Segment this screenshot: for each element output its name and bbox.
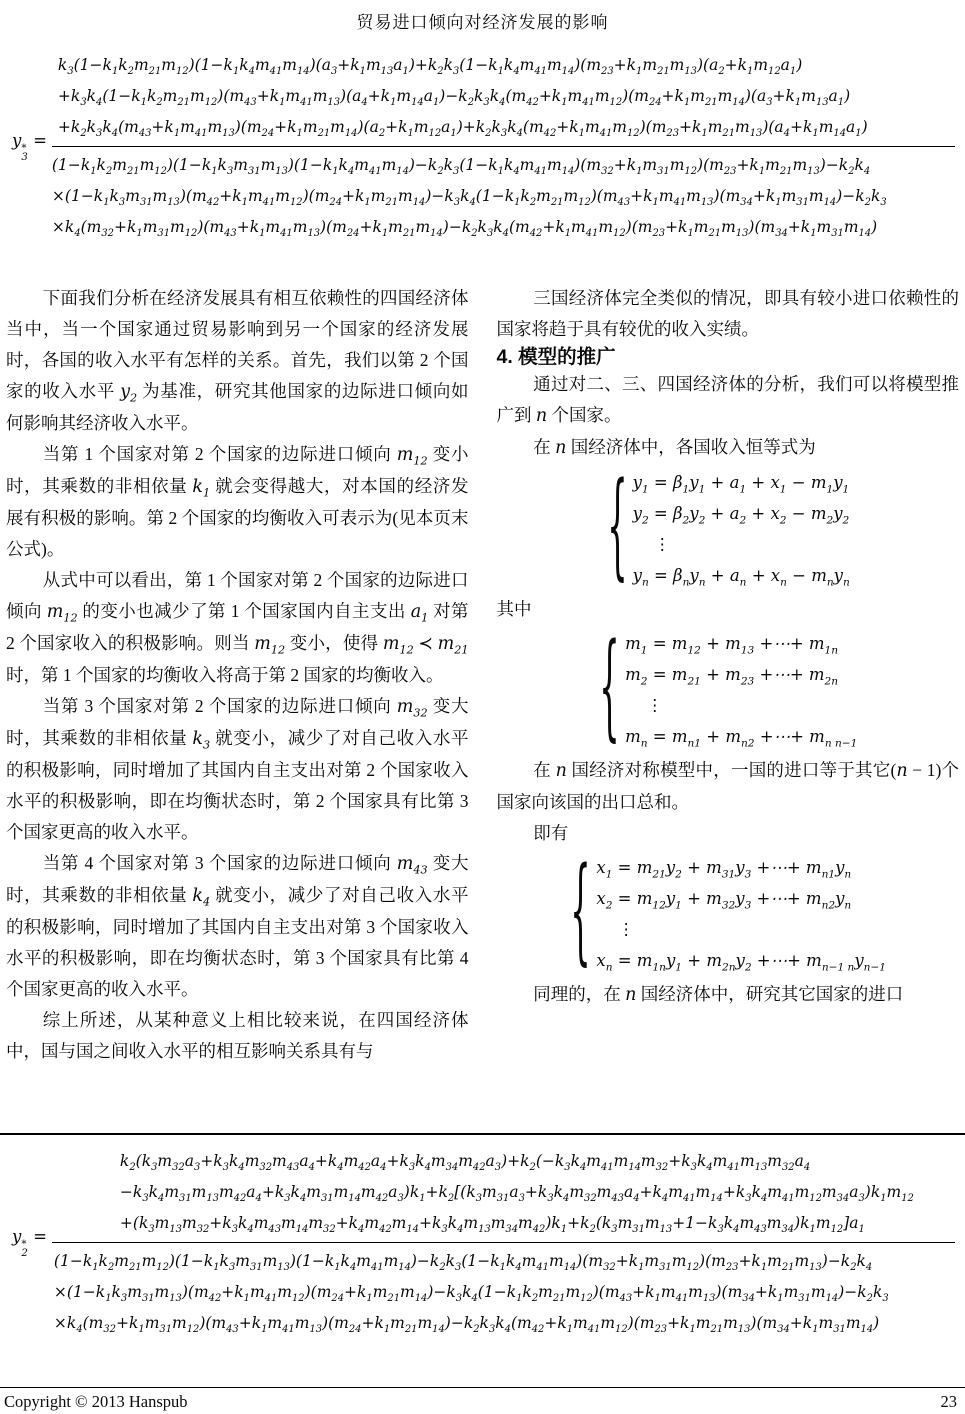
denominator-line: $\times k_4(m_{32}+k_1m_{31}m_{12})(m_{43}+k_1m_{41}m_{13})(m_{24}+k_1m_{21}m_{14})-k_2k_3k_4(m_{42}+k_1m_{41}m_{12})(m_{23}+k_1m_{21}m_{13})(m_{34}+k_1m_{31}m_{14})$ [51,218,878,240]
paragraph: 当第 4 个国家对第 3 个国家的边际进口倾向 $m_{43}$ 变大时，其乘数的非相依量 $k_4$ 就变小，减少了对自己收入水平的积极影响，同时增加了其国内自主支出对第 3 个国家收入水平的积极影响，即在均衡状态时，第 3 个国家具有比第 4 个国家更高的收入水平。 [6,853,469,999]
equation-system-import-propensities [497,622,960,754]
right-column [497,283,960,1067]
numerator-line: $-k_3k_4m_{31}m_{13}m_{42}a_4+k_3k_4m_{31}m_{14}m_{42}a_3)k_1+k_2[(k_3m_{31}a_3+k_3k_4m_{32}m_{43}a_4+k_4m_{41}m_{14}+k_3k_4m_{41}m_{12}m_{34}a_3)k_1m_{12}$ [119,1183,914,1205]
numerator [52,50,955,147]
equation-system-income-identities [497,461,960,593]
left-brace: { [599,622,620,754]
equation-y3-lhs: y * 3 = [12,130,47,163]
vertical-ellipsis: ⋮ [646,696,664,715]
footer-copyright: Copyright © 2013 Hanspub [4,1392,188,1411]
footer-rule [0,1387,965,1388]
vertical-ellipsis: ⋮ [654,535,671,554]
numerator-line: $+(k_3m_{13}m_{32}+k_3k_4m_{43}m_{14}m_{32}+k_4m_{42}m_{14}+k_3k_4m_{13}m_{34}m_{42})k_1+k_2(k_3m_{31}m_{13}+1-k_3k_4m_{43}m_{34})k_1m_{12}]a_1$ [119,1214,865,1236]
equation-line: $m_2 = m_{21} + m_{23}$ +⋯+ $m_{2n}$ [625,665,839,688]
denominator [52,1243,955,1339]
paragraph: 其中 [496,599,532,619]
equation-y3-equilibrium [12,50,955,243]
paragraph: 同理的，在 n 国经济体中，研究其它国家的进口 [533,984,904,1005]
equation-system-exports [497,846,960,978]
left-brace: { [570,846,592,978]
numerator-line: $k_2(k_3m_{32}a_3+k_3k_4m_{32}m_{43}a_4+k_4m_{42}a_4+k_3k_4m_{34}m_{42}a_3)+k_2(-k_3k_4m_{41}m_{14}m_{32}+k_3k_4m_{41}m_{13}m_{32}a_4$ [119,1152,811,1174]
page-number: 23 [940,1392,957,1411]
denominator-line: $\times(1-k_1k_3m_{31}m_{13})(m_{42}+k_1m_{41}m_{12})(m_{24}+k_1m_{21}m_{14})-k_3k_4(1-k_1k_2m_{21}m_{12})(m_{43}+k_1m_{41}m_{13})(m_{34}+k_1m_{31}m_{14})-k_2k_3$ [51,187,887,209]
equation-line: $y_1 = \beta_1y_1 + a_1 + x_1 - m_1y_1$ [632,473,850,496]
paragraph: 在 n 国经济体中，各国收入恒等式为 [533,437,816,458]
equation-line: $m_n = m_{n1} + m_{n2}$ +⋯+ $m_{n n-1}$ [625,727,858,750]
equation-line: $x_1 = m_{21}y_2 + m_{31}y_3$ +⋯+ $m_{n1}y_n$ [596,858,852,881]
numerator-line: $+k_2k_3k_4(m_{43}+k_1m_{41}m_{13})(m_{24}+k_1m_{21}m_{14})(a_2+k_1m_{12}a_1)+k_2k_3k_4(m_{42}+k_1m_{41}m_{12})(m_{23}+k_1m_{21}m_{13})(a_4+k_1m_{14}a_1)$ [57,118,868,140]
denominator [52,147,955,243]
equation-line: $y_n = \beta_ny_n + a_n + x_n - m_ny_n$ [632,566,850,589]
denominator-line: $\times(1-k_1k_3m_{31}m_{13})(m_{42}+k_1m_{41}m_{12})(m_{24}+k_1m_{21}m_{14})-k_3k_4(1-k_1k_2m_{21}m_{12})(m_{43}+k_1m_{41}m_{13})(m_{34}+k_1m_{31}m_{14})-k_2k_3$ [53,1283,889,1305]
equation-line: $m_1 = m_{12} + m_{13}$ +⋯+ $m_{1n}$ [625,634,839,657]
numerator-line: $+k_3k_4(1-k_1k_2m_{21}m_{12})(m_{43}+k_1m_{41}m_{13})(a_4+k_1m_{14}a_1)-k_2k_3k_4(m_{42}+k_1m_{41}m_{12})(m_{24}+k_1m_{21}m_{14})(a_3+k_1m_{13}a_1)$ [57,87,851,109]
paragraph: 三国经济体完全类似的情况，即具有较小进口依赖性的国家将趋于具有较优的收入实绩。 [496,288,959,339]
denominator-line: $(1-k_1k_2m_{21}m_{12})(1-k_1k_3m_{31}m_{13})(1-k_1k_4m_{41}m_{14})-k_2k_3(1-k_1k_4m_{41}m_{14})(m_{32}+k_1m_{31}m_{12})(m_{23}+k_1m_{21}m_{13})-k_2k_4$ [53,1252,873,1274]
fraction [52,50,955,243]
equation-y2-lhs: y * 2 = [12,1226,47,1259]
paragraph: 下面我们分析在经济发展具有相互依赖性的四国经济体当中，当一个国家通过贸易影响到另一个国家的经济发展时，各国的收入水平有怎样的关系。首先，我们以第 2 个国家的收入水平 $y_2$ 为基准，研究其他国家的边际进口倾向如何影响其经济收入水平。 [6,288,469,433]
equation-y2-equilibrium [12,1146,955,1339]
numerator-line: $k_3(1-k_1k_2m_{21}m_{12})(1-k_1k_4m_{41}m_{14})(a_3+k_1m_{13}a_1)+k_2k_3(1-k_1k_4m_{41}m_{14})(m_{23}+k_1m_{21}m_{13})(a_2+k_1m_{12}a_1)$ [57,56,803,78]
denominator-line: $\times k_4(m_{32}+k_1m_{31}m_{12})(m_{43}+k_1m_{41}m_{13})(m_{24}+k_1m_{21}m_{14})-k_2k_3k_4(m_{42}+k_1m_{41}m_{12})(m_{23}+k_1m_{21}m_{13})(m_{34}+k_1m_{31}m_{14})$ [53,1314,880,1336]
left-column [6,283,469,1067]
equation-line: $y_2 = \beta_2y_2 + a_2 + x_2 - m_2y_2$ [632,504,850,527]
equation-line: $x_2 = m_{12}y_1 + m_{32}y_3$ +⋯+ $m_{n2}y_n$ [596,889,852,912]
paragraph: 当第 1 个国家对第 2 个国家的边际进口倾向 $m_{12}$ 变小时，其乘数的非相依量 $k_1$ 就会变得越大，对本国的经济发展有积极的影响。第 2 个国家的均衡收入可表示为(见本页末公式)。 [6,444,469,559]
page-title: 贸易进口倾向对经济发展的影响 [356,13,609,32]
left-brace: { [606,461,628,593]
section-heading: 4. 模型的推广 [496,346,616,368]
horizontal-divider [0,1133,965,1135]
equation-line: $x_n = m_{1n}y_1 + m_{2n}y_2$ +⋯+ $m_{n-1 n}y_{n-1}$ [596,951,887,974]
paragraph: 从式中可以看出，第 1 个国家对第 2 个国家的边际进口倾向 $m_{12}$ 的变小也减少了第 1 个国家国内自主支出 $a_1$ 对第 2 个国家收入的积极影响。则当 $m_{12}$ 变小，使得 $m_{12}$ ≺ $m_{21}$ 时，第 1 个国家的均衡收入将高于第 2 国家的均衡收入。 [6,570,469,685]
paragraph: 即有 [533,823,569,843]
denominator-line: $(1-k_1k_2m_{21}m_{12})(1-k_1k_3m_{31}m_{13})(1-k_1k_4m_{41}m_{14})-k_2k_3(1-k_1k_4m_{41}m_{14})(m_{32}+k_1m_{31}m_{12})(m_{23}+k_1m_{21}m_{13})-k_2k_4$ [51,156,871,178]
paragraph: 综上所述，从某种意义上相比较来说，在四国经济体中，国与国之间收入水平的相互影响关系具有与 [6,1010,469,1061]
numerator [52,1146,955,1243]
vertical-ellipsis: ⋮ [617,920,635,939]
paragraph: 在 n 国经济对称模型中，一国的进口等于其它(n − 1)个国家向该国的出口总和。 [496,760,959,812]
paragraph: 当第 3 个国家对第 2 个国家的边际进口倾向 $m_{32}$ 变大时，其乘数的非相依量 $k_3$ 就变小，减少了对自己收入水平的积极影响，同时增加了其国内自主支出对第 2 个国家收入水平的积极影响，即在均衡状态时，第 2 个国家具有比第 3 个国家更高的收入水平。 [6,696,469,842]
paragraph: 通过对二、三、四国经济体的分析，我们可以将模型推广到 n 个国家。 [496,374,959,426]
footer [4,1392,957,1412]
two-column-body [6,283,959,1067]
fraction [52,1146,955,1339]
